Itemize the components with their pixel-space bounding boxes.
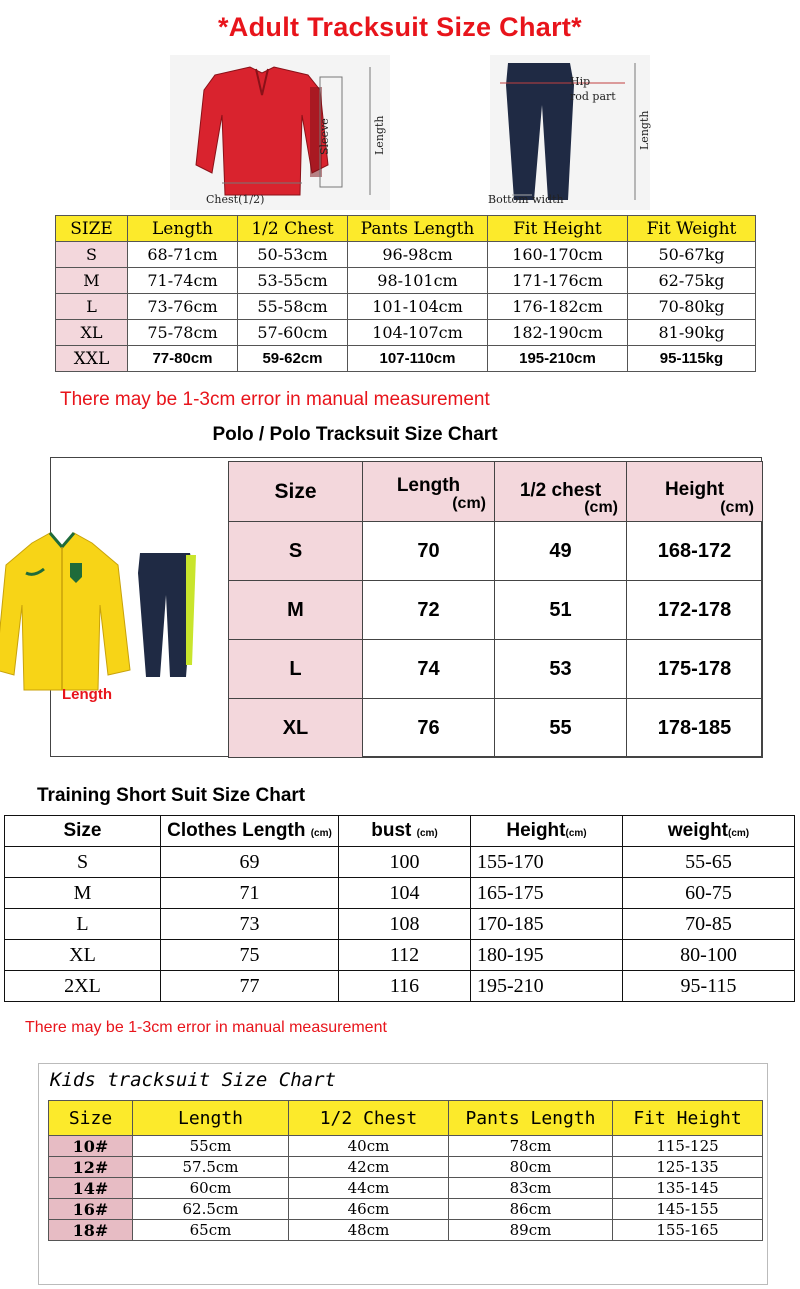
size-cell: XL (5, 940, 161, 971)
table-cell: 96-98cm (348, 242, 488, 268)
header-cell: 1/2 Chest (289, 1101, 449, 1136)
table-cell: 70-85 (623, 909, 795, 940)
size-cell: M (56, 268, 128, 294)
table-cell: 170-185 (471, 909, 623, 940)
table-cell: 50-67kg (628, 242, 756, 268)
header-cell (627, 462, 763, 522)
size-cell: M (229, 581, 363, 640)
adult-chart-title: *Adult Tracksuit Size Chart* (218, 12, 582, 42)
table-cell: 70 (363, 522, 495, 581)
header-cell: Fit Weight (628, 216, 756, 242)
table-cell: 145-155 (613, 1199, 763, 1220)
table-cell: 75-78cm (128, 320, 238, 346)
adult-garment-figure (170, 55, 690, 210)
table-row (5, 940, 795, 971)
table-row (5, 847, 795, 878)
size-cell: XL (56, 320, 128, 346)
table-cell: 175-178 (627, 640, 763, 699)
table-cell: 71 (161, 878, 339, 909)
jacket-length-label: Length (373, 115, 386, 155)
header-cell (161, 816, 339, 847)
size-cell: L (56, 294, 128, 320)
table-cell: 80-100 (623, 940, 795, 971)
polo-length-label: Length (62, 686, 112, 703)
polo-chart-title: Polo / Polo Tracksuit Size Chart (212, 424, 498, 445)
header-cell: Size (5, 816, 161, 847)
table-row (49, 1157, 763, 1178)
adult-size-table (55, 215, 756, 372)
table-cell: 195-210cm (488, 346, 628, 372)
table-cell: 180-195 (471, 940, 623, 971)
header-cell (623, 816, 795, 847)
measurement-error-note: There may be 1-3cm error in manual measurement (60, 389, 490, 410)
pants-green-stripe (186, 555, 196, 665)
header-label: Clothes Length (167, 820, 306, 841)
header-cell: Length (133, 1101, 289, 1136)
yellow-jacket-shape (0, 533, 130, 690)
size-cell: L (5, 909, 161, 940)
table-cell: 74 (363, 640, 495, 699)
table-cell: 77 (161, 971, 339, 1002)
hip-label: Hip (570, 75, 591, 88)
table-row (56, 320, 756, 346)
table-header-row (229, 462, 763, 522)
size-cell: 10# (49, 1136, 133, 1157)
table-row (229, 699, 763, 758)
table-cell: 55-58cm (238, 294, 348, 320)
kids-size-table (48, 1100, 763, 1241)
table-cell: 83cm (449, 1178, 613, 1199)
size-cell: XXL (56, 346, 128, 372)
polo-size-table (228, 461, 763, 758)
header-unit: (cm) (452, 495, 486, 512)
table-cell: 112 (339, 940, 471, 971)
header-cell (471, 816, 623, 847)
header-label: Height (506, 820, 566, 841)
table-cell: 115-125 (613, 1136, 763, 1157)
table-cell: 78cm (449, 1136, 613, 1157)
table-cell: 178-185 (627, 699, 763, 758)
size-cell: 18# (49, 1220, 133, 1241)
yellow-jacket-navy-pants-illustration (0, 525, 222, 700)
table-cell: 168-172 (627, 522, 763, 581)
sleeve-label: Sleeve (318, 118, 331, 155)
size-cell: S (56, 242, 128, 268)
table-cell: 107-110cm (348, 346, 488, 372)
size-cell: S (5, 847, 161, 878)
table-cell: 44cm (289, 1178, 449, 1199)
header-cell: SIZE (56, 216, 128, 242)
header-unit: (cm) (728, 828, 750, 839)
table-row (49, 1220, 763, 1241)
training-error-note: There may be 1-3cm error in manual measurement (25, 1019, 387, 1036)
table-row (56, 294, 756, 320)
table-cell: 165-175 (471, 878, 623, 909)
chest-label: Chest(1/2) (206, 193, 265, 206)
table-row (5, 909, 795, 940)
table-row (56, 268, 756, 294)
table-cell: 68-71cm (128, 242, 238, 268)
table-cell: 73 (161, 909, 339, 940)
table-cell: 57-60cm (238, 320, 348, 346)
table-row (5, 971, 795, 1002)
table-cell: 108 (339, 909, 471, 940)
table-cell: 77-80cm (128, 346, 238, 372)
table-cell: 57.5cm (133, 1157, 289, 1178)
table-cell: 104-107cm (348, 320, 488, 346)
table-cell: 101-104cm (348, 294, 488, 320)
header-label: Size (274, 480, 317, 503)
brazil-tracksuit-photo (0, 525, 222, 700)
table-cell: 172-178 (627, 581, 763, 640)
table-cell: 80cm (449, 1157, 613, 1178)
header-cell: Pants Length (449, 1101, 613, 1136)
header-cell (363, 462, 495, 522)
training-size-table (4, 815, 795, 1002)
table-row (229, 522, 763, 581)
table-cell: 55 (495, 699, 627, 758)
rod-part-label: rod part (570, 90, 616, 103)
table-cell: 73-76cm (128, 294, 238, 320)
table-cell: 62-75kg (628, 268, 756, 294)
header-unit: (cm) (720, 499, 754, 516)
header-cell: Fit Height (613, 1101, 763, 1136)
table-cell: 50-53cm (238, 242, 348, 268)
header-cell (339, 816, 471, 847)
table-cell: 53 (495, 640, 627, 699)
table-cell: 176-182cm (488, 294, 628, 320)
table-row (229, 581, 763, 640)
table-cell: 81-90kg (628, 320, 756, 346)
table-cell: 60-75 (623, 878, 795, 909)
header-cell: Length (128, 216, 238, 242)
size-cell: 14# (49, 1178, 133, 1199)
table-cell: 59-62cm (238, 346, 348, 372)
table-cell: 51 (495, 581, 627, 640)
header-label: bust (371, 820, 412, 841)
size-cell: 16# (49, 1199, 133, 1220)
table-cell: 98-101cm (348, 268, 488, 294)
header-unit: (cm) (310, 828, 332, 839)
table-cell: 65cm (133, 1220, 289, 1241)
table-cell: 89cm (449, 1220, 613, 1241)
table-cell: 100 (339, 847, 471, 878)
header-label: 1/2 chest (519, 480, 602, 501)
table-cell: 48cm (289, 1220, 449, 1241)
jacket-and-pants-illustration (170, 55, 690, 210)
table-cell: 49 (495, 522, 627, 581)
table-cell: 155-170 (471, 847, 623, 878)
kids-chart-title: Kids tracksuit Size Chart (50, 1069, 336, 1091)
table-row (5, 878, 795, 909)
size-cell: L (229, 640, 363, 699)
table-cell: 95-115kg (628, 346, 756, 372)
header-label: Length (396, 475, 461, 496)
table-row (49, 1199, 763, 1220)
bottom-width-label: Bottom width (488, 193, 564, 206)
table-cell: 42cm (289, 1157, 449, 1178)
table-cell: 69 (161, 847, 339, 878)
header-unit: (cm) (565, 828, 587, 839)
table-cell: 195-210 (471, 971, 623, 1002)
table-header-row (5, 816, 795, 847)
size-cell: S (229, 522, 363, 581)
size-cell: M (5, 878, 161, 909)
table-cell: 76 (363, 699, 495, 758)
table-cell: 46cm (289, 1199, 449, 1220)
header-cell (495, 462, 627, 522)
table-cell: 71-74cm (128, 268, 238, 294)
header-cell: Size (49, 1101, 133, 1136)
table-row (56, 346, 756, 372)
header-label: Height (664, 479, 725, 500)
table-cell: 116 (339, 971, 471, 1002)
table-cell: 62.5cm (133, 1199, 289, 1220)
table-row (229, 640, 763, 699)
header-cell: Pants Length (348, 216, 488, 242)
table-header-row (49, 1101, 763, 1136)
header-unit: (cm) (416, 828, 438, 839)
header-label: weight (667, 820, 729, 841)
table-header-row (56, 216, 756, 242)
table-cell: 72 (363, 581, 495, 640)
table-cell: 182-190cm (488, 320, 628, 346)
training-chart-title: Training Short Suit Size Chart (37, 785, 306, 806)
header-cell (229, 462, 363, 522)
size-cell: 12# (49, 1157, 133, 1178)
table-cell: 60cm (133, 1178, 289, 1199)
table-cell: 75 (161, 940, 339, 971)
table-row (49, 1136, 763, 1157)
table-cell: 155-165 (613, 1220, 763, 1241)
table-cell: 125-135 (613, 1157, 763, 1178)
table-cell: 171-176cm (488, 268, 628, 294)
header-cell: 1/2 Chest (238, 216, 348, 242)
table-cell: 160-170cm (488, 242, 628, 268)
table-cell: 104 (339, 878, 471, 909)
pants-length-label: Length (638, 110, 651, 150)
size-cell: 2XL (5, 971, 161, 1002)
table-row (56, 242, 756, 268)
header-unit: (cm) (584, 499, 618, 516)
size-cell: XL (229, 699, 363, 758)
table-row (49, 1178, 763, 1199)
table-cell: 55-65 (623, 847, 795, 878)
table-cell: 70-80kg (628, 294, 756, 320)
table-cell: 40cm (289, 1136, 449, 1157)
table-cell: 86cm (449, 1199, 613, 1220)
navy-pants-shape (138, 553, 194, 677)
table-cell: 53-55cm (238, 268, 348, 294)
header-cell: Fit Height (488, 216, 628, 242)
table-cell: 55cm (133, 1136, 289, 1157)
table-cell: 135-145 (613, 1178, 763, 1199)
table-cell: 95-115 (623, 971, 795, 1002)
